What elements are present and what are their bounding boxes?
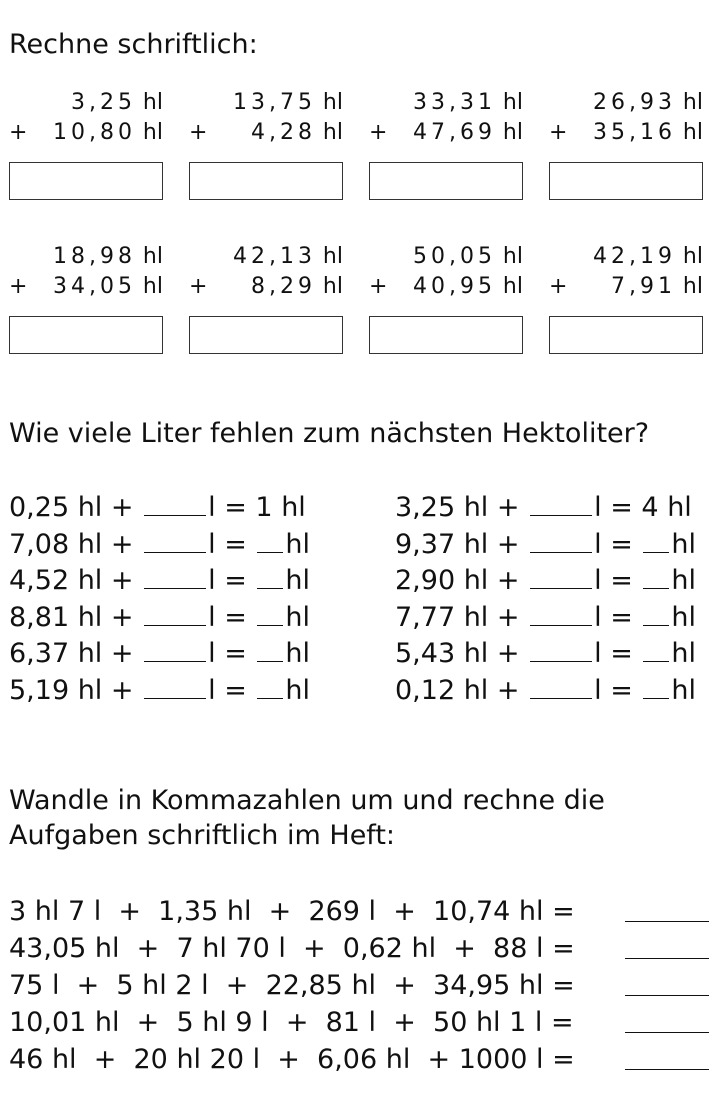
addend-line: [369, 88, 523, 118]
plus-sign: +: [9, 120, 28, 145]
missing-liters-row: [395, 527, 696, 563]
second-addend: 8,29 hl: [250, 274, 343, 299]
liters-blank[interactable]: [144, 674, 206, 699]
unit-hl: hl: [285, 638, 311, 669]
answer-box[interactable]: [369, 316, 523, 354]
liters-blank[interactable]: [144, 637, 206, 662]
target-blank[interactable]: [257, 637, 283, 662]
target-blank[interactable]: [643, 528, 669, 553]
unit-hl: hl: [135, 244, 163, 269]
target-blank[interactable]: [257, 674, 283, 699]
target-blank[interactable]: [257, 601, 283, 626]
second-addend: 40,95 hl: [412, 274, 523, 299]
second-addend: 4,28 hl: [250, 120, 343, 145]
result-blank[interactable]: [625, 958, 709, 959]
addend-line: [549, 118, 703, 148]
addend-line: [189, 88, 343, 118]
addend-line: [369, 242, 523, 272]
unit-hl: hl: [285, 528, 311, 560]
missing-liters-row: [395, 673, 696, 709]
target-blank[interactable]: [643, 674, 669, 699]
liters-blank[interactable]: [530, 601, 592, 626]
unit-hl: hl: [675, 90, 703, 115]
unit-hl: hl: [671, 674, 697, 706]
conversion-expression: 75 l + 5 hl 2 l + 22,85 hl + 34,95 hl =: [9, 970, 575, 1001]
unit-liter: l =: [208, 492, 256, 523]
addend-line: [9, 272, 163, 302]
unit-liter: l =: [594, 492, 642, 523]
result-blank[interactable]: [625, 995, 709, 996]
given-amount: 9,37 hl +: [395, 528, 520, 560]
second-addend: 47,69 hl: [412, 120, 523, 145]
missing-liters-row: [395, 563, 696, 599]
result-blank[interactable]: [625, 921, 709, 922]
answer-box[interactable]: [549, 316, 703, 354]
missing-liters-row: [395, 490, 692, 526]
missing-liters-row: [9, 673, 310, 709]
section-heading-written-addition: Rechne schriftlich:: [9, 29, 258, 60]
unit-liter: l =: [594, 638, 642, 669]
unit-hl: hl: [315, 120, 343, 145]
unit-liter: l =: [594, 601, 642, 633]
addend-line: [549, 272, 703, 302]
given-amount: 0,12 hl +: [395, 674, 520, 706]
addend-line: [369, 118, 523, 148]
conversion-expression: 3 hl 7 l + 1,35 hl + 269 l + 10,74 hl =: [9, 896, 575, 927]
addend-line: [9, 118, 163, 148]
addend-line: [189, 118, 343, 148]
unit-hl: hl: [135, 120, 163, 145]
liters-blank[interactable]: [530, 637, 592, 662]
answer-box[interactable]: [189, 316, 343, 354]
missing-liters-row: [9, 600, 310, 636]
section-heading-convert-line2: Aufgaben schriftlich im Heft:: [9, 820, 396, 851]
liters-blank[interactable]: [530, 674, 592, 699]
missing-liters-row: [9, 527, 310, 563]
given-amount: 4,52 hl +: [9, 565, 134, 596]
addend-line: [9, 242, 163, 272]
second-addend: 7,91 hl: [610, 274, 703, 299]
unit-hl: hl: [272, 492, 306, 523]
first-addend: 13,75 hl: [232, 90, 343, 115]
liters-blank[interactable]: [144, 601, 206, 626]
plus-sign: +: [549, 120, 568, 145]
target-hl: 4: [641, 492, 659, 523]
answer-box[interactable]: [549, 162, 703, 200]
liters-blank[interactable]: [530, 491, 592, 516]
first-addend: 18,98 hl: [52, 244, 163, 269]
unit-hl: hl: [285, 674, 311, 706]
unit-hl: hl: [671, 528, 697, 560]
conversion-expression: 10,01 hl + 5 hl 9 l + 81 l + 50 hl 1 l =: [9, 1007, 574, 1038]
given-amount: 7,77 hl +: [395, 601, 520, 633]
plus-sign: +: [9, 274, 28, 299]
unit-hl: hl: [135, 90, 163, 115]
first-addend: 3,25 hl: [70, 90, 163, 115]
first-addend: 42,13 hl: [232, 244, 343, 269]
addend-line: [549, 88, 703, 118]
unit-liter: l =: [208, 638, 256, 669]
addend-line: [189, 242, 343, 272]
target-blank[interactable]: [257, 564, 283, 589]
unit-hl: hl: [675, 244, 703, 269]
given-amount: 2,90 hl +: [395, 565, 520, 596]
liters-blank[interactable]: [530, 564, 592, 589]
given-amount: 7,08 hl +: [9, 528, 134, 560]
missing-liters-row: [395, 600, 696, 636]
unit-hl: hl: [285, 565, 311, 596]
addition-problem: [549, 242, 703, 302]
unit-hl: hl: [135, 274, 163, 299]
conversion-expression: 46 hl + 20 hl 20 l + 6,06 hl + 1000 l =: [9, 1044, 575, 1075]
unit-liter: l =: [208, 601, 256, 633]
addend-line: [189, 272, 343, 302]
unit-hl: hl: [495, 244, 523, 269]
missing-liters-row: [9, 563, 310, 599]
answer-box[interactable]: [9, 162, 163, 200]
missing-liters-row: [9, 490, 306, 526]
unit-liter: l =: [208, 565, 256, 596]
result-blank[interactable]: [625, 1069, 709, 1070]
unit-hl: hl: [495, 90, 523, 115]
target-hl: 1: [255, 492, 273, 523]
plus-sign: +: [369, 274, 388, 299]
unit-liter: l =: [594, 674, 642, 706]
first-addend: 26,93 hl: [592, 90, 703, 115]
answer-box[interactable]: [9, 316, 163, 354]
addition-problem: [9, 88, 163, 148]
plus-sign: +: [369, 120, 388, 145]
liters-blank[interactable]: [530, 528, 592, 553]
conversion-row: [9, 1004, 709, 1041]
unit-hl: hl: [495, 120, 523, 145]
unit-hl: hl: [675, 120, 703, 145]
target-blank[interactable]: [257, 528, 283, 553]
addend-line: [549, 242, 703, 272]
result-blank[interactable]: [625, 1032, 709, 1033]
second-addend: 35,16 hl: [592, 120, 703, 145]
addition-problem: [369, 242, 523, 302]
given-amount: 5,43 hl +: [395, 638, 520, 669]
first-addend: 42,19 hl: [592, 244, 703, 269]
addend-line: [369, 272, 523, 302]
unit-hl: hl: [671, 565, 697, 596]
addition-problem: [9, 242, 163, 302]
unit-liter: l =: [208, 528, 256, 560]
conversion-row: [9, 893, 709, 930]
given-amount: 0,25 hl +: [9, 492, 134, 523]
addend-line: [9, 88, 163, 118]
unit-hl: hl: [675, 274, 703, 299]
second-addend: 10,80 hl: [52, 120, 163, 145]
conversion-row: [9, 1041, 709, 1078]
addition-problem: [549, 88, 703, 148]
missing-liters-row: [9, 636, 310, 672]
unit-hl: hl: [495, 274, 523, 299]
section-heading-missing-liters: Wie viele Liter fehlen zum nächsten Hektoliter?: [9, 418, 650, 449]
conversion-row: [9, 930, 709, 967]
unit-liter: l =: [208, 674, 256, 706]
addition-problem: [369, 88, 523, 148]
missing-liters-row: [395, 636, 696, 672]
given-amount: 5,19 hl +: [9, 674, 134, 706]
target-blank[interactable]: [643, 564, 669, 589]
conversion-row: [9, 967, 709, 1004]
unit-hl: hl: [315, 274, 343, 299]
unit-hl: hl: [315, 90, 343, 115]
liters-blank[interactable]: [144, 528, 206, 553]
unit-hl: hl: [671, 638, 697, 669]
first-addend: 33,31 hl: [412, 90, 523, 115]
conversion-expression: 43,05 hl + 7 hl 70 l + 0,62 hl + 88 l =: [9, 933, 575, 964]
first-addend: 50,05 hl: [412, 244, 523, 269]
section-heading-convert-line1: Wandle in Kommazahlen um und rechne die: [9, 785, 605, 816]
unit-hl: hl: [285, 601, 311, 633]
unit-hl: hl: [315, 244, 343, 269]
target-blank[interactable]: [643, 637, 669, 662]
addition-problem: [189, 88, 343, 148]
unit-liter: l =: [594, 528, 642, 560]
plus-sign: +: [549, 274, 568, 299]
second-addend: 34,05 hl: [52, 274, 163, 299]
given-amount: 6,37 hl +: [9, 638, 134, 669]
unit-liter: l =: [594, 565, 642, 596]
given-amount: 3,25 hl +: [395, 492, 520, 523]
answer-box[interactable]: [369, 162, 523, 200]
target-blank[interactable]: [643, 601, 669, 626]
unit-hl: hl: [671, 601, 697, 633]
liters-blank[interactable]: [144, 491, 206, 516]
unit-hl: hl: [658, 492, 692, 523]
liters-blank[interactable]: [144, 564, 206, 589]
answer-box[interactable]: [189, 162, 343, 200]
addition-problem: [189, 242, 343, 302]
plus-sign: +: [189, 274, 208, 299]
given-amount: 8,81 hl +: [9, 601, 134, 633]
plus-sign: +: [189, 120, 208, 145]
